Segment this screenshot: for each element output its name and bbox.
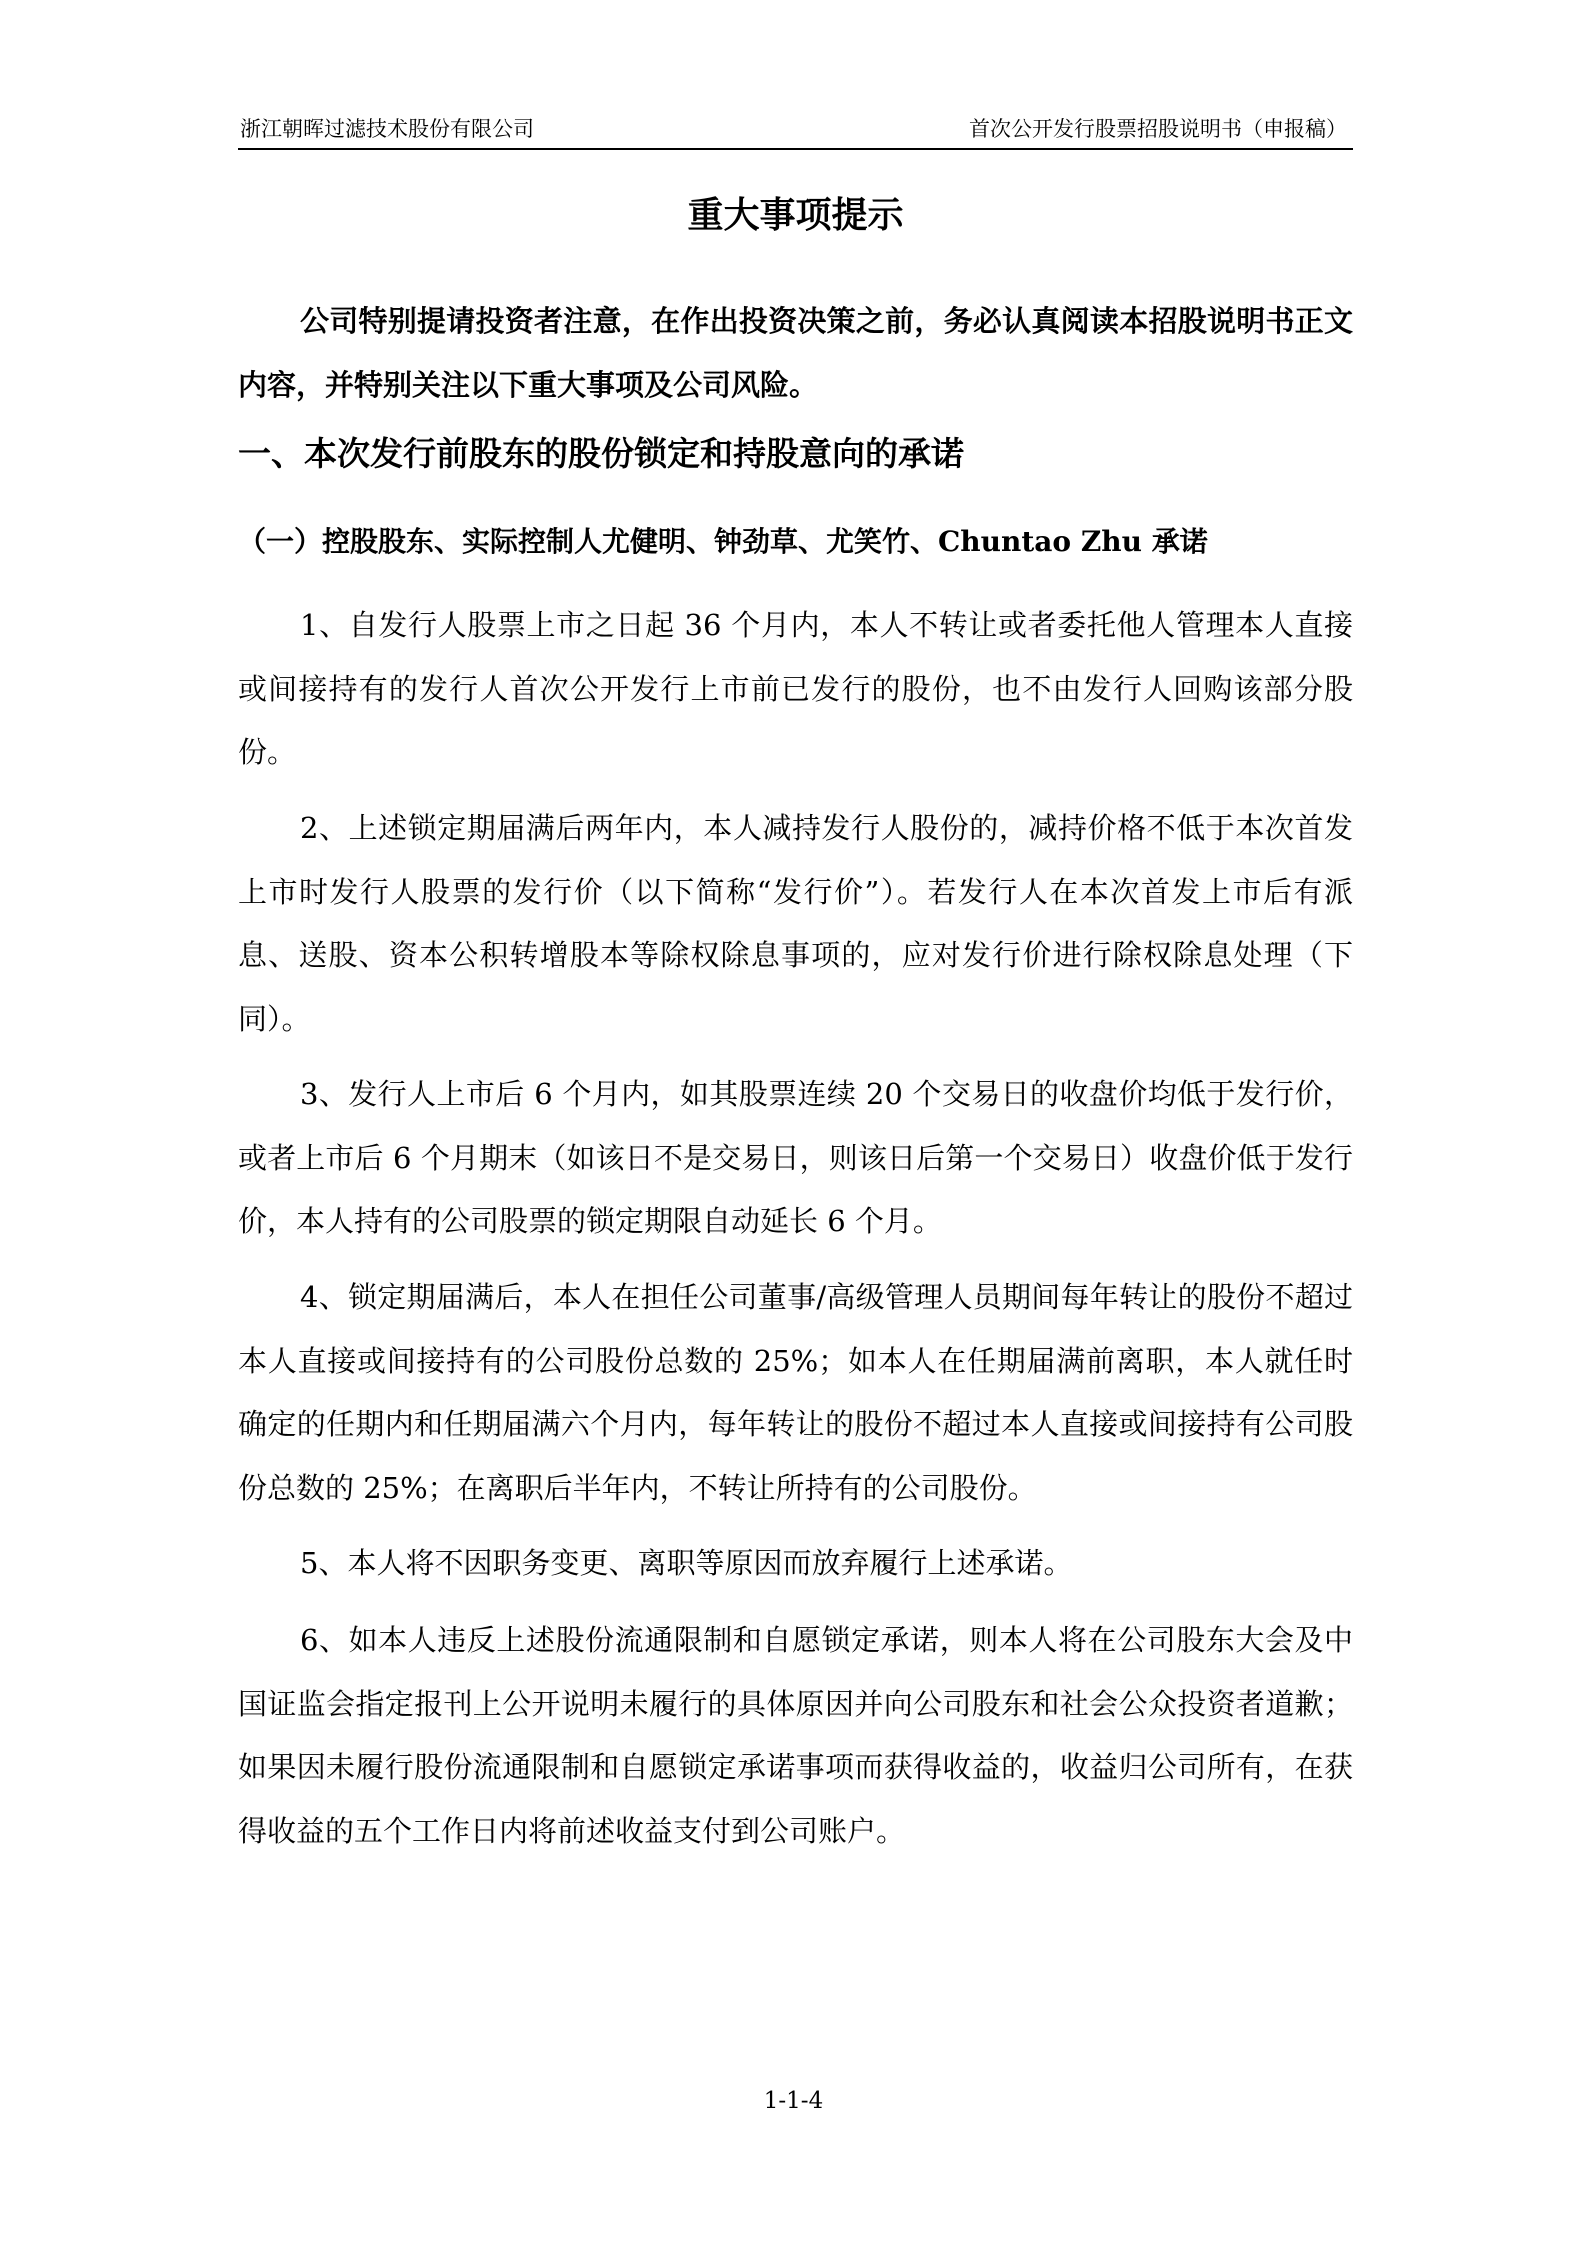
commitment-item-6: 6、如本人违反上述股份流通限制和自愿锁定承诺，则本人将在公司股东大会及中国证监会指定报刊上公开说明未履行的具体原因并向公司股东和社会公众投资者道歉；如果因未履行股份流通限制和自愿锁定承诺事项而获得收益的，收益归公司所有，在获得收益的五个工作日内将前述收益支付到公司账户。 bbox=[238, 1623, 1353, 1848]
page-title: 重大事项提示 bbox=[687, 194, 904, 236]
subsection-1-heading: （一）控股股东、实际控制人尤健明、钟劲草、尤笑竹、Chuntao Zhu 承诺 bbox=[238, 525, 1208, 558]
commitment-item-2: 2、上述锁定期届满后两年内，本人减持发行人股份的，减持价格不低于本次首发上市时发行人股票的发行价（以下简称“发行价”）。若发行人在本次首发上市后有派息、送股、资本公积转增股本等除权除息事项的，应对发行价进行除权除息处理（下同）。 bbox=[238, 811, 1353, 1036]
page-header bbox=[238, 112, 1353, 150]
commitment-item-1: 1、自发行人股票上市之日起 36 个月内，本人不转让或者委托他人管理本人直接或间接持有的发行人首次公开发行上市前已发行的股份，也不由发行人回购该部分股份。 bbox=[238, 608, 1353, 769]
section-1-heading: 一、本次发行前股东的股份锁定和持股意向的承诺 bbox=[238, 434, 964, 473]
header-document-title: 首次公开发行股票招股说明书（申报稿） bbox=[969, 117, 1347, 141]
page-number: 1-1-4 bbox=[763, 2088, 824, 2114]
commitment-item-5: 5、本人将不因职务变更、离职等原因而放弃履行上述承诺。 bbox=[300, 1546, 1073, 1580]
header-company-name: 浙江朝晖过滤技术股份有限公司 bbox=[240, 117, 534, 141]
commitment-item-4: 4、锁定期届满后，本人在担任公司董事/高级管理人员期间每年转让的股份不超过本人直接或间接持有的公司股份总数的 25%；如本人在任期届满前离职，本人就任时确定的任期内和任期届满六个月内，每年转让的股份不超过本人直接或间接持有公司股份总数的 25%；在离职后半年内，不转让所持有的公司股份。 bbox=[238, 1280, 1353, 1505]
commitment-item-3: 3、发行人上市后 6 个月内，如其股票连续 20 个交易日的收盘价均低于发行价，或者上市后 6 个月期末（如该日不是交易日，则该日后第一个交易日）收盘价低于发行价，本人持有的公司股票的锁定期限自动延长 6 个月。 bbox=[238, 1077, 1353, 1238]
intro-paragraph: 公司特别提请投资者注意，在作出投资决策之前，务必认真阅读本招股说明书正文内容，并特别关注以下重大事项及公司风险。 bbox=[238, 304, 1353, 402]
